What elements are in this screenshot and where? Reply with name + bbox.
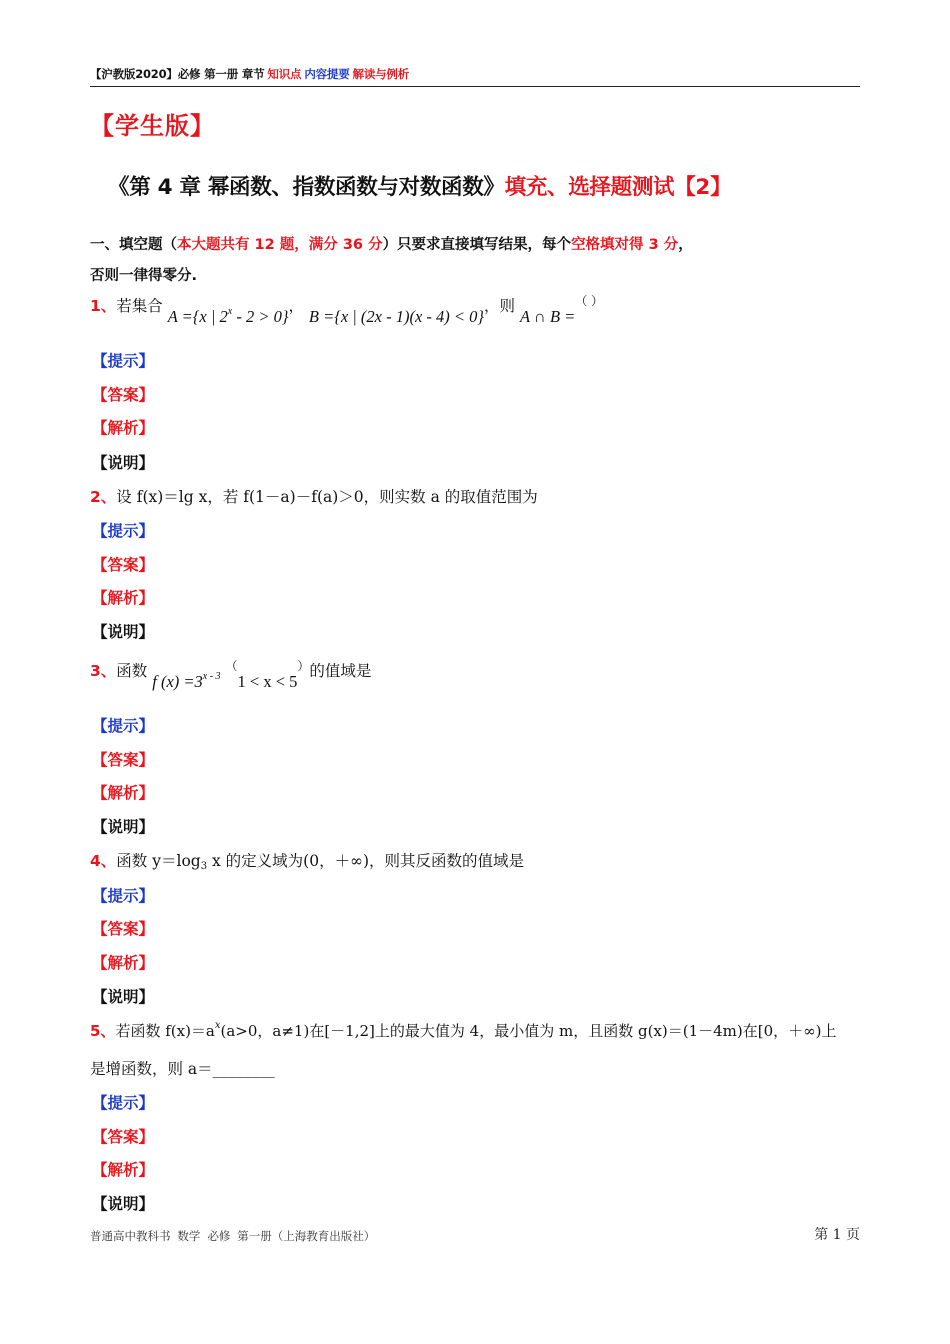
q5-analysis-label: 【解析】 xyxy=(92,1161,155,1179)
title-chapter: 《第 4 章 幂函数、指数函数与对数函数》 xyxy=(108,175,505,200)
question-text: 若集合 xyxy=(116,297,163,315)
q2-analysis-label: 【解析】 xyxy=(92,589,155,607)
title-test: 填充、选择题测试【2】 xyxy=(504,175,732,200)
question-text: 函数 y＝log xyxy=(116,852,201,870)
question-text: 若函数 f(x)＝a xyxy=(115,1022,215,1040)
q3-note-label: 【说明】 xyxy=(92,818,155,836)
question-number: 1、 xyxy=(90,297,117,315)
q4-analysis-label: 【解析】 xyxy=(92,954,155,972)
question-2 xyxy=(90,485,538,507)
header-series: 【沪教版2020】必修 第一册 章节 xyxy=(90,67,265,81)
q2-note-label: 【说明】 xyxy=(92,623,155,641)
q1-hint-label: 【提示】 xyxy=(92,352,155,370)
question-4: 4、函数 $y=\log_3$ x 的定义域为(0，＋∞)，则其反函数的值域是 xyxy=(90,852,525,872)
section-line2: 否则一律得零分. xyxy=(90,268,198,284)
section-mid: ）只要求直接填写结果，每个 xyxy=(382,237,572,253)
q2-answer-label: 【答案】 xyxy=(92,556,155,574)
q1-note-label: 【说明】 xyxy=(92,454,155,472)
q4-answer-label: 【答案】 xyxy=(92,920,155,938)
q3-hint-label: 【提示】 xyxy=(92,717,155,735)
q5-hint-label: 【提示】 xyxy=(92,1094,155,1112)
question-1: 1、若集合 A ={x | 2$^x$ - 2 > 0}， B ={x | (2x - 1)(x - 4) < 0}，则 A ∩ B =（ ） xyxy=(90,294,604,326)
function-expression: f $(x) =3^{x - 3}$ xyxy=(152,671,221,691)
page-title xyxy=(108,170,731,201)
question-number: 4、 xyxy=(90,852,117,870)
section-suffix: ， xyxy=(678,237,693,253)
question-text: 函数 xyxy=(116,662,148,680)
question-5-line2 xyxy=(90,1057,275,1079)
question-number: 3、 xyxy=(90,662,117,680)
q2-hint-label: 【提示】 xyxy=(92,522,155,540)
student-version-tag: 【学生版】 xyxy=(90,112,215,140)
q5-note-label: 【说明】 xyxy=(92,1195,155,1213)
question-text: 设 f(x)＝lg x，若 f(1－a)－f(a)＞0，则实数 a 的取值范围为 xyxy=(116,488,538,506)
q4-note-label: 【说明】 xyxy=(92,988,155,1006)
question-text: 是增函数，则 a＝________ xyxy=(90,1060,275,1078)
set-b-expression: B ={x | (2x - 1)(x - 4) < 0} xyxy=(308,307,485,326)
intersection-expression: A ∩ B = xyxy=(520,307,576,326)
question-number: 5、 xyxy=(90,1022,116,1040)
question-5: 5、若函数 $f(x)=a^x(a>0$，a≠1)在[－1,2]上的最大值为 4，最小值为 m，且函数 g(x)＝(1－4m)在[0，＋∞)上 xyxy=(90,1020,837,1040)
page-number: 第 1 页 xyxy=(814,1227,860,1243)
footer-textbook: 普通高中教科书 数学 必修 第一册（上海教育出版社） xyxy=(90,1229,376,1243)
question-3: 3、函数 f $(x) =3^{x - 3}$ （1 < x < 5）的值域是 xyxy=(90,659,372,691)
page-header xyxy=(90,66,860,87)
section-instructions xyxy=(90,230,860,292)
domain-expression: 1 < x < 5 xyxy=(237,672,298,691)
section-prefix: 一、填空题（ xyxy=(90,237,177,253)
header-knowledge: 知识点 xyxy=(267,67,302,81)
header-examples: 解读与例析 xyxy=(352,67,410,81)
q3-analysis-label: 【解析】 xyxy=(92,784,155,802)
answer-paren: （ ） xyxy=(575,294,604,308)
header-summary: 内容提要 xyxy=(304,67,350,81)
section-blank-score: 空格填对得 3 分 xyxy=(571,237,679,253)
section-score-info: 本大题共有 12 题，满分 36 分 xyxy=(177,237,383,253)
q1-analysis-label: 【解析】 xyxy=(92,419,155,437)
q1-answer-label: 【答案】 xyxy=(92,386,155,404)
question-number: 2、 xyxy=(90,488,117,506)
q3-answer-label: 【答案】 xyxy=(92,751,155,769)
q4-hint-label: 【提示】 xyxy=(92,887,155,905)
set-a-expression: A ={x | 2$^x$ - 2 > 0} xyxy=(167,306,289,326)
q5-answer-label: 【答案】 xyxy=(92,1128,155,1146)
question-text-end: 的值域是 xyxy=(309,662,372,680)
